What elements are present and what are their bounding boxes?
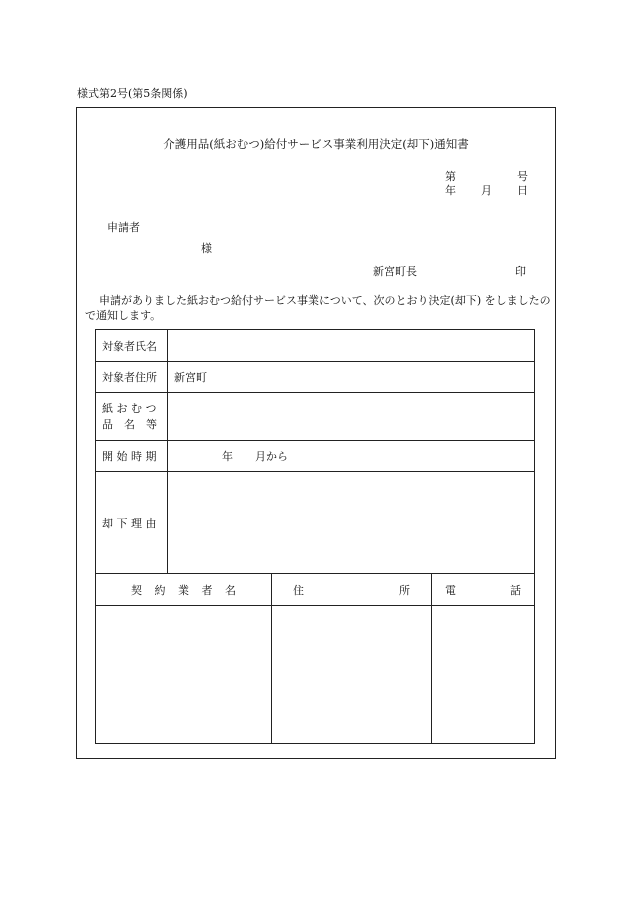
item-label-line2: 品 名 等 <box>102 417 157 431</box>
table-row <box>96 393 535 441</box>
name-label: 対象者氏名 <box>96 330 168 362</box>
table-row <box>96 472 535 574</box>
start-year: 年 <box>222 450 233 463</box>
date-month: 月 <box>481 184 492 197</box>
honorific: 様 <box>201 242 212 255</box>
form-reference: 様式第2号(第5条関係) <box>77 87 188 100</box>
address-label: 対象者住所 <box>96 362 168 393</box>
contractor-table <box>95 573 535 744</box>
start-label: 開 始 時 期 <box>96 441 168 472</box>
notice-frame <box>76 107 556 759</box>
document-title: 介護用品(紙おむつ)給付サービス事業利用決定(却下)通知書 <box>163 137 469 151</box>
contractor-header-row <box>96 574 535 606</box>
start-field[interactable] <box>168 441 535 472</box>
table-row <box>96 362 535 393</box>
contractor-address-field[interactable] <box>272 606 432 744</box>
subject-table <box>95 329 535 574</box>
number-suffix: 号 <box>517 170 528 183</box>
contractor-name-field[interactable] <box>96 606 272 744</box>
contractor-address-header: 住 所 <box>272 574 432 606</box>
applicant-label: 申請者 <box>107 221 140 234</box>
contractor-name-header: 契 約 業 者 名 <box>96 574 272 606</box>
item-label-line1: 紙 お む つ <box>102 401 157 415</box>
reject-field[interactable] <box>168 472 535 574</box>
seal-mark: 印 <box>515 265 526 278</box>
contractor-phone-header: 電 話 <box>432 574 535 606</box>
address-field[interactable]: 新宮町 <box>168 362 535 393</box>
date-year: 年 <box>445 184 456 197</box>
name-field[interactable] <box>168 330 535 362</box>
reject-label: 却 下 理 由 <box>96 472 168 574</box>
notice-body: 申請がありました紙おむつ給付サービス事業について、次のとおり決定(却下) をしましたので通知します。 <box>85 294 551 322</box>
contractor-entry-row <box>96 606 535 744</box>
date-day: 日 <box>517 184 528 197</box>
table-row <box>96 330 535 362</box>
contractor-phone-field[interactable] <box>432 606 535 744</box>
mayor-title: 新宮町長 <box>373 265 417 278</box>
item-label <box>96 393 168 441</box>
number-label: 第 <box>445 170 456 183</box>
item-field[interactable] <box>168 393 535 441</box>
table-row <box>96 441 535 472</box>
start-month: 月から <box>255 450 288 463</box>
